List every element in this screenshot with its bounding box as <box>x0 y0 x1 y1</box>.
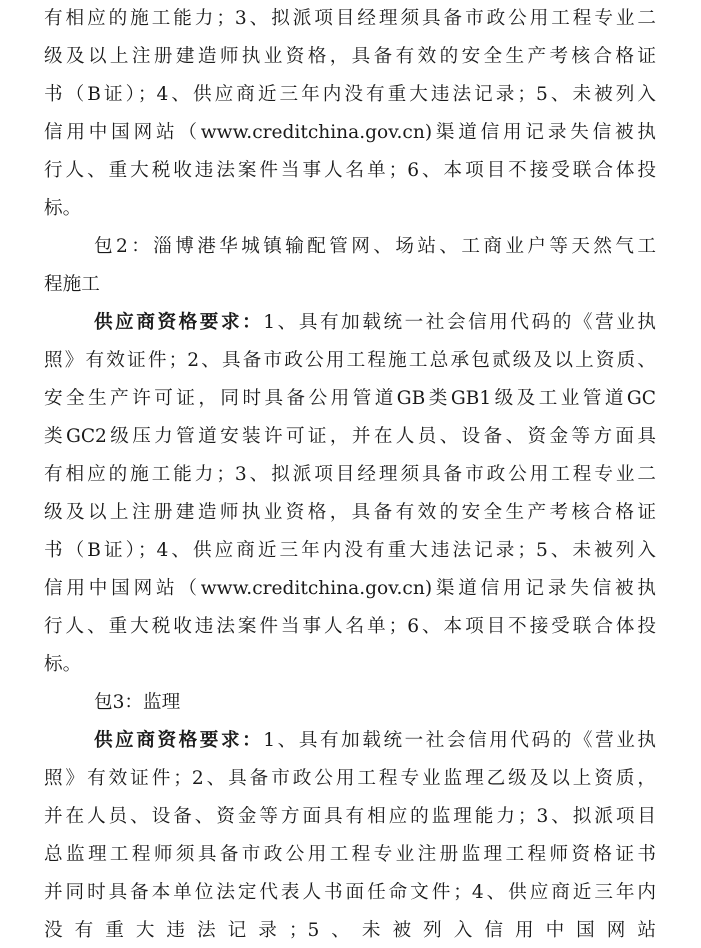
package-2-heading-continued: 程施工 <box>44 274 100 295</box>
paragraph-line: 信用中国网站（www.creditchina.gov.cn)渠道信用记录失信被执 <box>44 578 656 599</box>
paragraph-line: 级及以上注册建造师执业资格，具备有效的安全生产考核合格证 <box>44 502 656 523</box>
package-3-requirements-first-line <box>94 724 656 758</box>
paragraph-line: 书（B证）；4、供应商近三年内没有重大违法记录；5、未被列入 <box>44 84 656 105</box>
requirements-text: 1、具有加载统一社会信用代码的《营业执 <box>263 312 656 333</box>
paragraph-line: 标。 <box>44 654 82 675</box>
paragraph-line: 并在人员、设备、资金等方面具有相应的监理能力；3、拟派项目 <box>44 806 656 827</box>
paragraph-line: 并同时具备本单位法定代表人书面任命文件；4、供应商近三年内 <box>44 882 656 903</box>
paragraph-line: 标。 <box>44 198 82 219</box>
package-2-requirements-first-line <box>94 306 656 340</box>
paragraph-line: 书（B证）；4、供应商近三年内没有重大违法记录；5、未被列入 <box>44 540 656 561</box>
paragraph-line: 行人、重大税收违法案件当事人名单；6、本项目不接受联合体投 <box>44 616 656 637</box>
paragraph-line: 有相应的施工能力；3、拟派项目经理须具备市政公用工程专业二 <box>44 8 656 29</box>
paragraph-line: 没有重大违法记录；5、未被列入信用中国网站 <box>44 920 656 941</box>
paragraph-line: 安全生产许可证，同时具备公用管道GB类GB1级及工业管道GC <box>44 388 656 409</box>
paragraph-line: 总监理工程师须具备市政公用工程专业注册监理工程师资格证书 <box>44 844 656 865</box>
requirements-label: 供应商资格要求： <box>94 730 264 751</box>
paragraph-line: 照》有效证件；2、具备市政公用工程施工总承包贰级及以上资质、 <box>44 350 656 371</box>
paragraph-line: 级及以上注册建造师执业资格，具备有效的安全生产考核合格证 <box>44 46 656 67</box>
paragraph-line: 照》有效证件；2、具备市政公用工程专业监理乙级及以上资质， <box>44 768 656 789</box>
paragraph-line: 有相应的施工能力；3、拟派项目经理须具备市政公用工程专业二 <box>44 464 656 485</box>
package-2-heading: 包2：淄博港华城镇输配管网、场站、工商业户等天然气工 <box>94 236 656 257</box>
paragraph-line: 信用中国网站（www.creditchina.gov.cn)渠道信用记录失信被执 <box>44 122 656 143</box>
paragraph-line: 行人、重大税收违法案件当事人名单；6、本项目不接受联合体投 <box>44 160 656 181</box>
package-3-heading: 包3：监理 <box>94 692 181 713</box>
requirements-label: 供应商资格要求： <box>94 312 264 333</box>
requirements-text: 1、具有加载统一社会信用代码的《营业执 <box>263 730 656 751</box>
paragraph-line: 类GC2级压力管道安装许可证，并在人员、设备、资金等方面具 <box>44 426 656 447</box>
